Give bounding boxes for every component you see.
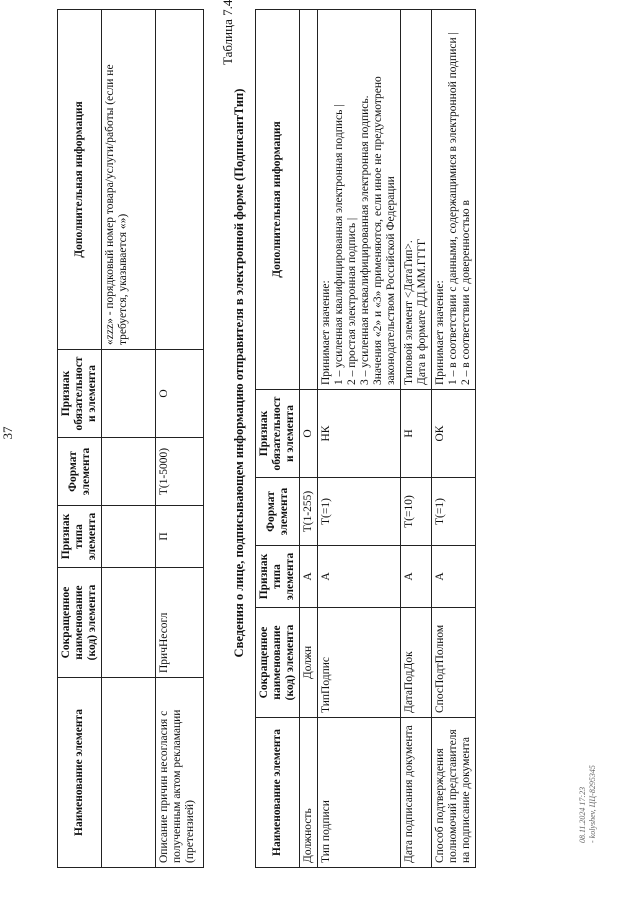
info-line: 2 – простая электронная подпись | bbox=[346, 217, 358, 385]
header-code: Сокращенное наименование (код) элемента bbox=[256, 608, 300, 718]
table-row bbox=[102, 10, 156, 868]
element-type: А bbox=[401, 546, 432, 608]
element-format: T(=10) bbox=[401, 478, 432, 546]
element-format: T(1-5000) bbox=[156, 438, 204, 506]
element-format: T(1-255) bbox=[300, 478, 318, 546]
element-name: Дата подписания документа bbox=[401, 718, 432, 868]
element-type: А bbox=[300, 546, 318, 608]
info-line: 1 – в соответствии с данными, содержащимися в электронной подписи | bbox=[447, 32, 459, 385]
table-header-row bbox=[256, 10, 300, 868]
info-cell bbox=[300, 10, 318, 390]
stamp-line: 08.11.2024 17:23 bbox=[578, 786, 587, 843]
info-cell bbox=[156, 10, 204, 350]
stamp-line: - kolyshev, ЦЦ-8295345 bbox=[588, 765, 597, 843]
header-required: Признак обязательности элемента bbox=[58, 350, 102, 438]
header-name: Наименование элемента bbox=[58, 678, 102, 868]
element-required: О bbox=[300, 390, 318, 478]
header-required: Признак обязательности элемента bbox=[256, 390, 300, 478]
info-line: Принимает значение: bbox=[320, 280, 332, 385]
table-row bbox=[300, 10, 318, 868]
element-required: О bbox=[156, 350, 204, 438]
section-heading: Сведения о лице, подписывающем информацию отправителя в электронной форме (ПодписантТип) bbox=[232, 88, 246, 658]
element-name: Тип подписи bbox=[318, 718, 401, 868]
info-line: 2 – в соответствии с доверенностью в bbox=[460, 200, 472, 385]
signature-stamp bbox=[578, 765, 598, 843]
info-cell bbox=[318, 10, 401, 390]
info-line: 3 – усиленная неквалифицированная электронная подпись. bbox=[359, 95, 371, 385]
table-row bbox=[432, 10, 476, 868]
header-info: Дополнительная информация bbox=[256, 10, 300, 390]
header-format: Формат элемента bbox=[58, 438, 102, 506]
table-7-3-continuation bbox=[57, 9, 204, 868]
element-code: ПричНесогл bbox=[156, 568, 204, 678]
element-code: Должн bbox=[300, 608, 318, 718]
info-line: Принимает значение: bbox=[434, 280, 446, 385]
info-line: Значения «2» и «3» применяются, если иное не предусмотрено законодательством Российской Федерации bbox=[372, 76, 397, 385]
element-code: СпосПодтПолном bbox=[432, 608, 476, 718]
element-required: НК bbox=[318, 390, 401, 478]
table-7-4 bbox=[255, 9, 476, 868]
element-code: ТипПодпис bbox=[318, 608, 401, 718]
header-info: Дополнительная информация bbox=[58, 10, 102, 350]
element-type: А bbox=[432, 546, 476, 608]
info-line: Типовой элемент <ДатаТип>. bbox=[403, 240, 415, 385]
table-row bbox=[318, 10, 401, 868]
table-row bbox=[156, 10, 204, 868]
info-line: 1 – усиленная квалифицированная электронная подпись | bbox=[333, 104, 345, 385]
table-header-row bbox=[58, 10, 102, 868]
table-caption: Таблица 7.4 bbox=[220, 0, 235, 65]
page-number: 37 bbox=[0, 426, 15, 440]
element-type: А bbox=[318, 546, 401, 608]
header-type: Признак типа элемента bbox=[256, 546, 300, 608]
table-row bbox=[401, 10, 432, 868]
element-name: Способ подтверждения полномочий представителя на подписание документа bbox=[432, 718, 476, 868]
element-format: T(=1) bbox=[432, 478, 476, 546]
info-cell bbox=[432, 10, 476, 390]
header-type: Признак типа элемента bbox=[58, 506, 102, 568]
element-name: Описание причин несогласия с полученным актом рекламации (претензией) bbox=[156, 678, 204, 868]
info-cell bbox=[401, 10, 432, 390]
info-cell: «zzz» - порядковый номер товара/услуги/работы (если не требуется, указывается «») bbox=[102, 10, 156, 350]
element-code: ДатаПодДок bbox=[401, 608, 432, 718]
info-line: Дата в формате ДД.ММ.ГГГГ bbox=[416, 238, 428, 385]
header-code: Сокращенное наименование (код) элемента bbox=[58, 568, 102, 678]
element-format: T(=1) bbox=[318, 478, 401, 546]
header-name: Наименование элемента bbox=[256, 718, 300, 868]
element-required: Н bbox=[401, 390, 432, 478]
header-format: Формат элемента bbox=[256, 478, 300, 546]
element-type: П bbox=[156, 506, 204, 568]
element-required: ОК bbox=[432, 390, 476, 478]
element-name: Должность bbox=[300, 718, 318, 868]
